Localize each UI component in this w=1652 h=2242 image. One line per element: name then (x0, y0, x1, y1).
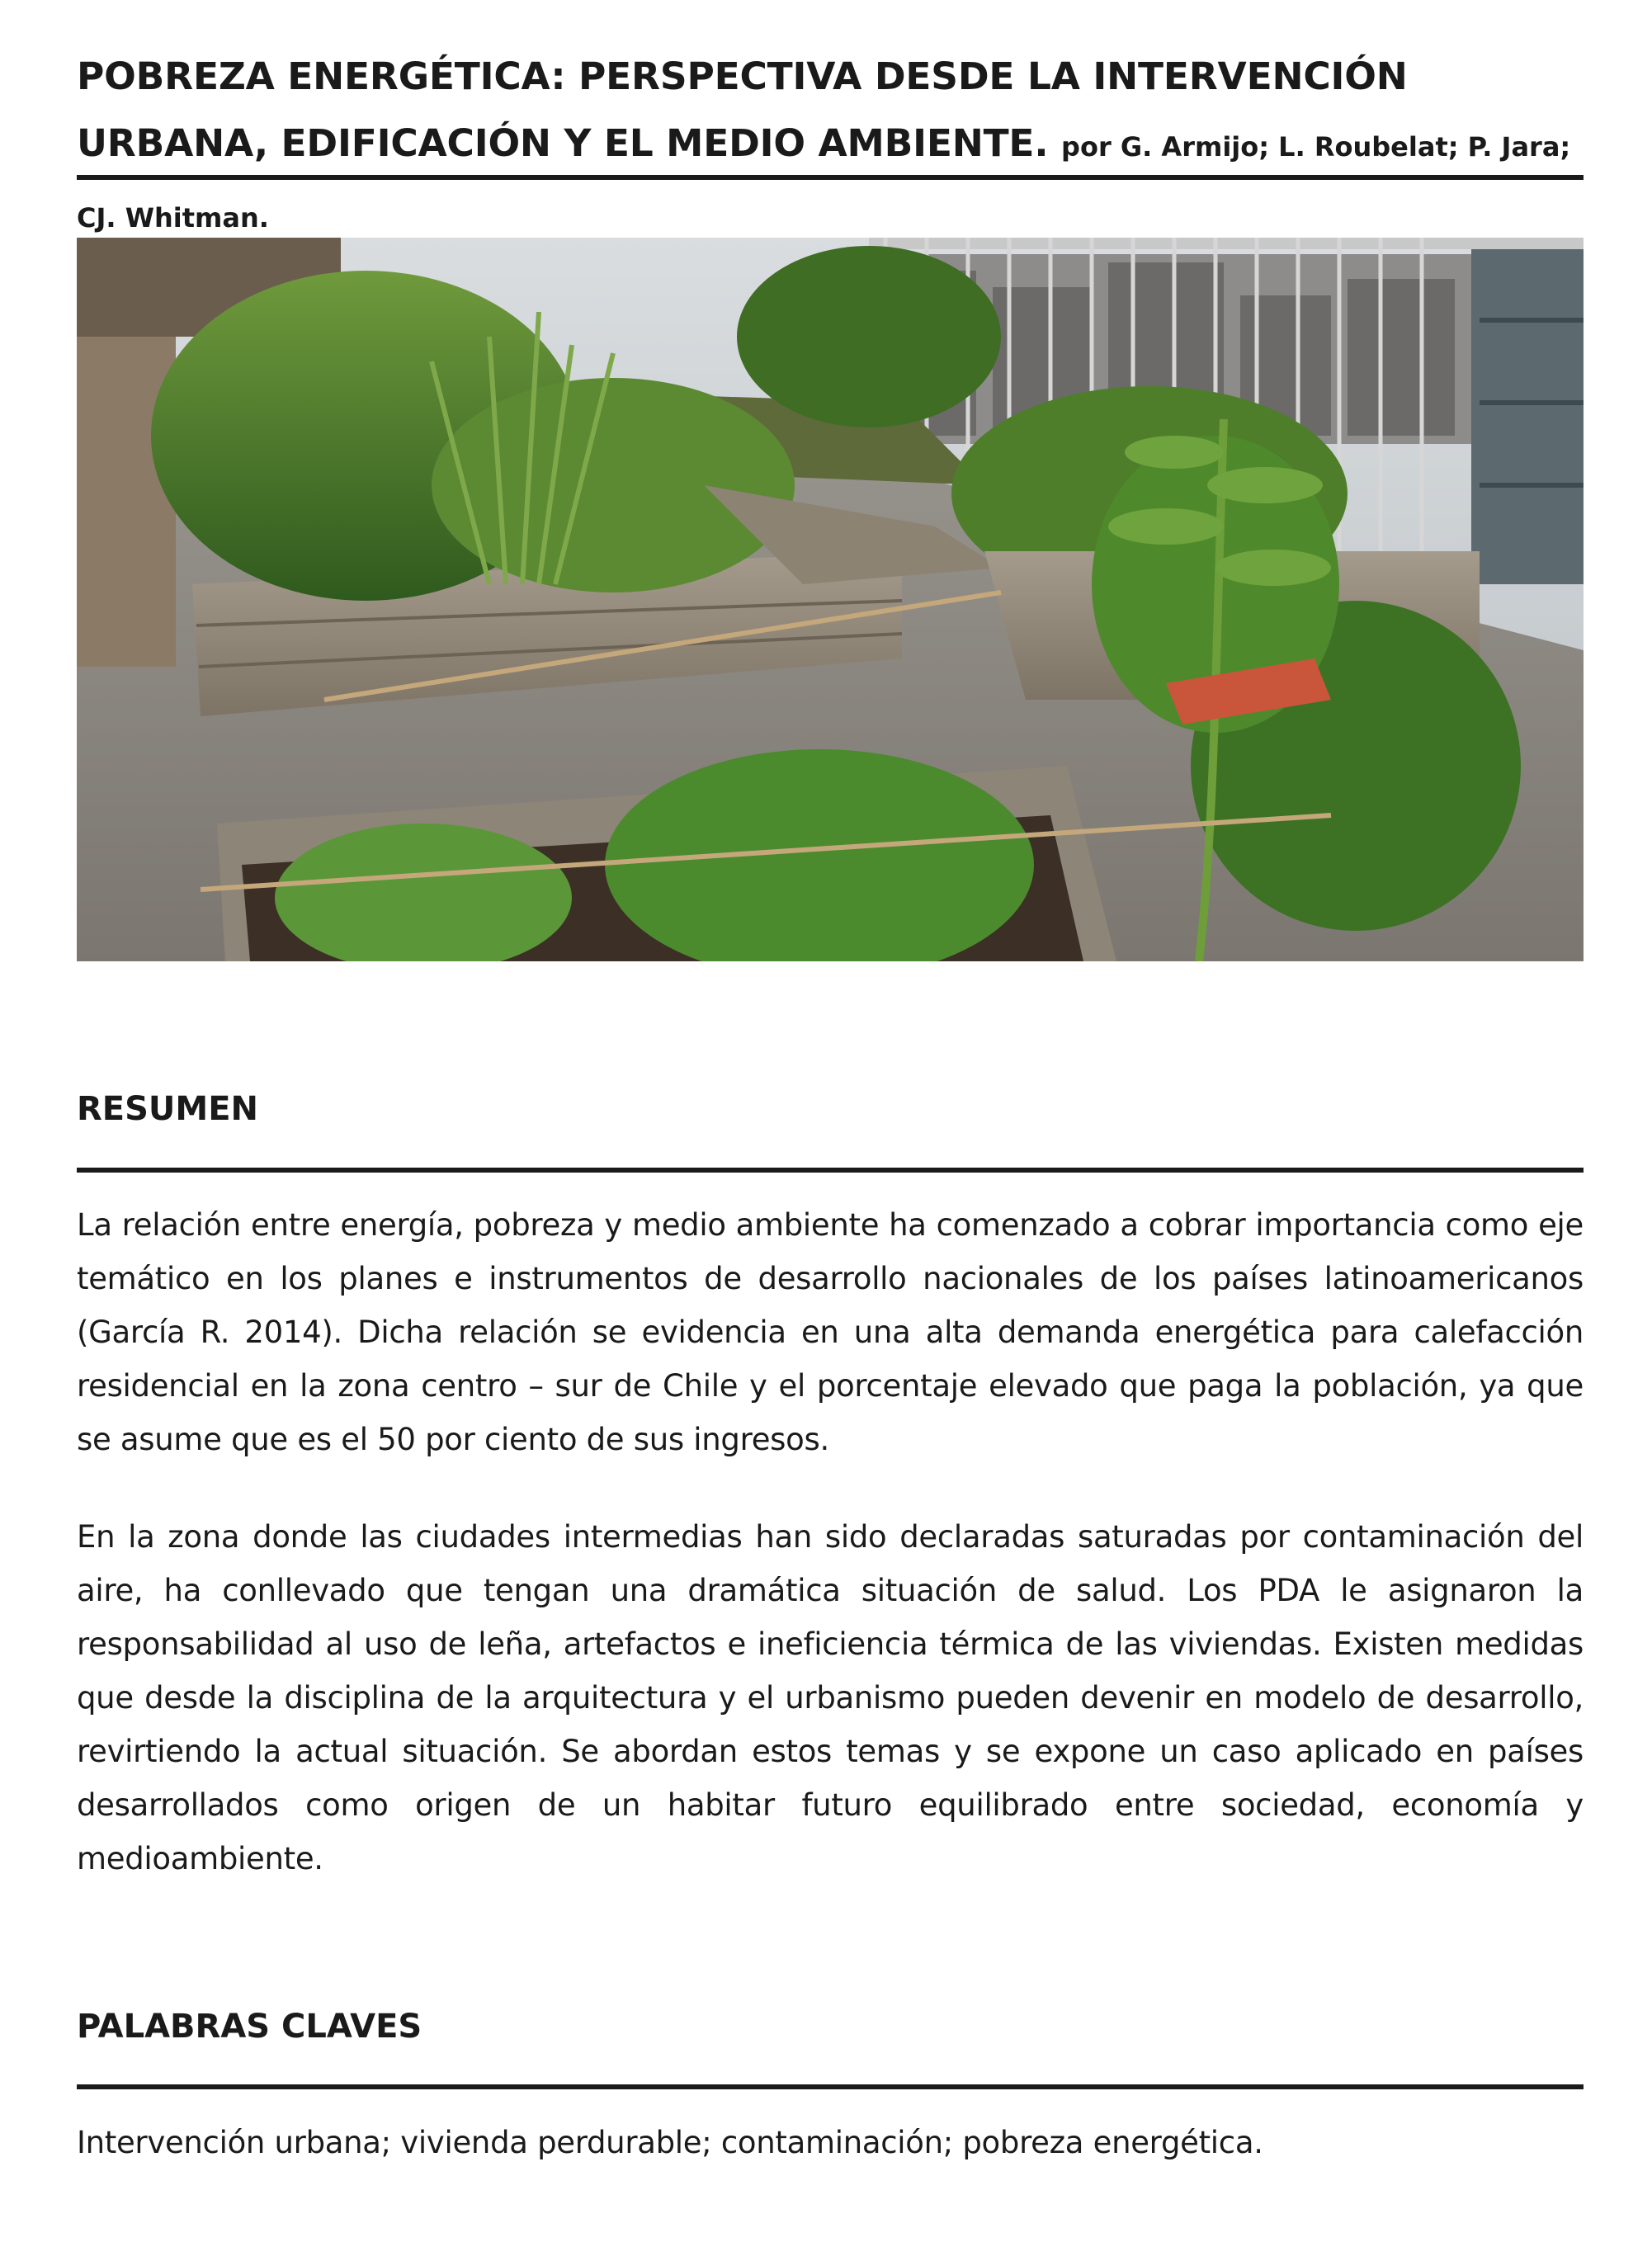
resumen-paragraph-1: La relación entre energía, pobreza y medio ambiente ha comenzado a cobrar importancia como eje temático en los planes e instrumentos de desarrollo nacionales de los países latinoamericanos (García R. 2014). Dicha relación se evidencia en una alta demanda energética para calefacción residencial en la zona centro – sur de Chile y el porcentaje elevado que paga la población, ya que se asume que es el 50 por ciento de sus ingresos. (77, 1207, 1584, 1457)
palabras-claves-text: Intervención urbana; vivienda perdurable; contaminación; pobreza energética. (77, 2125, 1263, 2160)
palabras-claves-heading: PALABRAS CLAVES (77, 2008, 422, 2046)
resumen-heading: RESUMEN (77, 1090, 259, 1128)
resumen-paragraph-2: En la zona donde las ciudades intermedias han sido declaradas saturadas por contaminación del aire, ha conllevado que tengan una dramática situación de salud. Los PDA le asignaron la responsabilidad al uso de leña, artefactos e ineficiencia térmica de las viviendas. Existen medidas que desde la disciplina de la arquitectura y el urbanismo pueden devenir en modelo de desarrollo, revirtiendo la actual situación. Se abordan estos temas y se expone un caso aplicado en países desarrollados como origen de un habitar futuro equilibrado entre sociedad, economía y medioambiente. (77, 1519, 1584, 1876)
rooftop-garden-photo (77, 238, 1584, 961)
title-authors: por G. Armijo; L. Roubelat; P. Jara; CJ. Whitman. (77, 131, 1571, 234)
palabras-claves-divider (77, 2084, 1584, 2089)
paper-title (77, 43, 1584, 252)
title-divider (77, 175, 1584, 180)
title-main: POBREZA ENERGÉTICA: PERSPECTIVA DESDE LA INTERVENCIÓN URBANA, EDIFICACIÓN Y EL MEDIO AMBIENTE. (77, 54, 1408, 165)
resumen-divider (77, 1168, 1584, 1173)
